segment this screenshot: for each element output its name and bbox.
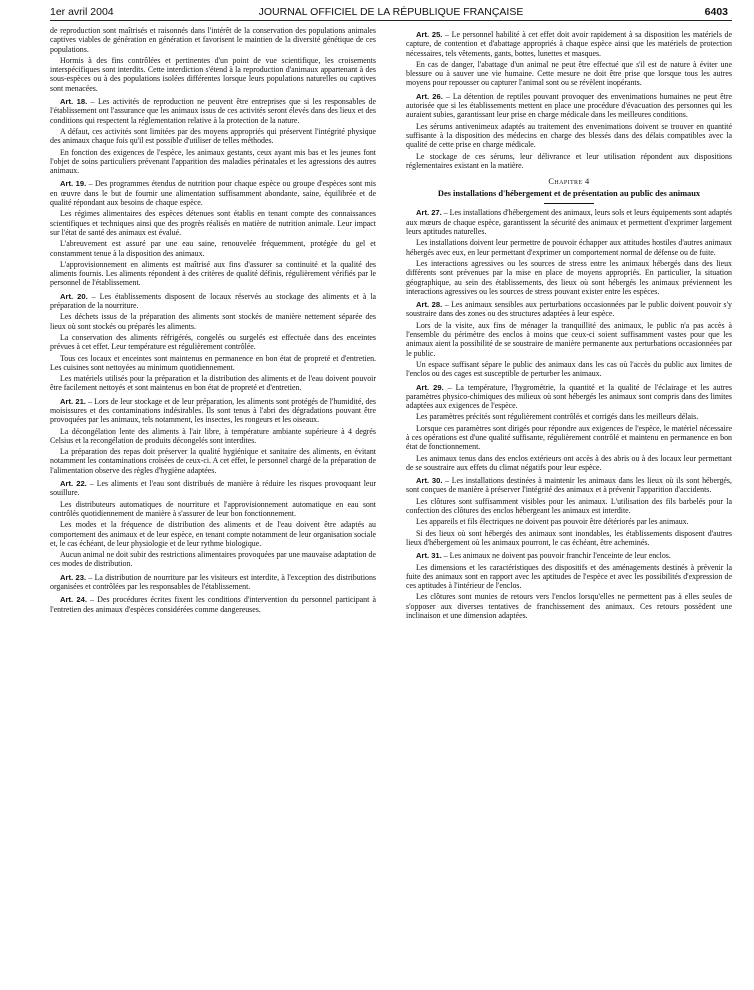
paragraph [50,312,376,331]
article-number: Art. 29. [416,382,444,392]
article-paragraph [50,397,376,425]
paragraph [50,427,376,446]
paragraph-text: Aucun animal ne doit subir des restrictions alimentaires provoquées par une mauvaise adaptation de ces modes de distribution. [50,550,376,569]
article-number: Art. 21. [60,396,86,406]
paragraph-text: Tous ces locaux et enceintes sont maintenus en permanence en bon état de propreté et d'entretien. Les cuisines sont nettoyées au minimum quotidiennement. [50,353,376,372]
paragraph-text: Le stockage de ces sérums, leur délivrance et leur utilisation répondent aux dispositions réglementaires existant en la matière. [406,151,732,170]
paragraph [406,122,732,150]
article-paragraph [406,92,732,120]
paragraph [50,500,376,519]
paragraph-text: de reproduction sont maîtrisés et raisonnés dans l'intérêt de la conservation des populations animales captives viables de génération en génération et favorisent le maintien de la diversité génétique de ces populations. [50,26,376,54]
paragraph-text: – Des procédures écrites fixent les conditions d'intervention du personnel participant à l'entretien des animaux d'espèces considérées comme dangereuses. [50,595,376,614]
paragraph [406,152,732,171]
paragraph [406,497,732,516]
paragraph-text: Un espace suffisant sépare le public des animaux dans les cas où l'accès du public aux limites de l'enclos ou des cages est susceptible de perturber les animaux. [406,359,732,379]
article-paragraph [50,292,376,311]
paragraph [406,563,732,591]
paragraph-text: Les dimensions et les caractéristiques des dispositifs et des aménagements destinés à prévenir la fuite des animaux sont en rapport avec les aptitudes de l'espèce et avec les possibilités d'expression de ces aptitudes à l'intérieur de l'enclos. [406,562,732,591]
paragraph-text: – Lors de leur stockage et de leur préparation, les aliments sont protégés de l'humidité, des moisissures et des contaminations indésirables. Ils sont tenus à l'abri des dégradations pouvant être provoquées par les animaux, tels notamment, les insectes, les rongeurs et les oiseaux. [50,396,376,425]
paragraph-text: La préparation des repas doit préserver la qualité hygiénique et sanitaire des aliments, en évitant notamment les contaminations croisées de ceux-ci. A cet effet, le personnel chargé de la préparation de l'alimentation observe des règles d'hygiène adaptées. [50,447,376,475]
paragraph-text: – Les établissements disposent de locaux réservés au stockage des aliments et à la préparation de la nourriture. [50,291,376,311]
paragraph [406,360,732,379]
article-paragraph [406,551,732,560]
paragraph [50,127,376,146]
paragraph-text: En fonction des exigences de l'espèce, les animaux gestants, ceux ayant mis bas et les jeunes font l'objet de soins particuliers prévenant l'apparition des maladies périnatales et les agressions des autres animaux. [50,147,376,176]
paragraph [50,56,376,93]
article-number: Art. 23. [60,572,87,582]
article-number: Art. 27. [416,208,442,218]
paragraph-text: Les installations doivent leur permettre de pouvoir échapper aux attitudes hostiles d'autres animaux hébergés avec eux, en leur permettant d'exprimer un comportement normal de défense ou de fuite. [406,238,732,257]
page-header [50,4,732,21]
article-paragraph [50,595,376,614]
article-number: Art. 24. [60,595,87,605]
paragraph [50,239,376,258]
paragraph-text: La conservation des aliments réfrigérés, congelés ou surgelés est effectuée dans des enceintes prévues à cet effet. Leur température est régulièrement contrôlée. [50,332,376,352]
paragraph [50,374,376,393]
journal-title: JOURNAL OFFICIEL DE LA RÉPUBLIQUE FRANÇAISE [258,6,524,18]
text-columns [50,26,732,622]
paragraph [406,424,732,452]
paragraph [50,260,376,288]
article-number: Art. 20. [60,291,88,301]
paragraph [406,517,732,526]
article-number: Art. 30. [416,476,443,486]
paragraph-text: L'approvisionnement en aliments est maîtrisé aux fins d'assurer sa continuité et la qualité des aliments fournis. Les aliments répondent à des critères de qualité définis, régulièrement vérifiés par le personnel de l'établissement. [50,259,376,288]
paragraph [406,321,732,358]
paragraph-text: – Les installations destinées à maintenir les animaux dans les lieux où ils sont hébergés, sont conçues de manière à préserver l'intégrité des animaux et à prévenir l'apparition d'accidents. [406,476,732,495]
paragraph-text: Les clôtures sont munies de retours vers l'enclos lorsqu'elles ne permettent pas à elles seules de s'opposer aux diverses tentatives de franchissement des animaux. Ces retours possèdent une inclinaison et une dimension adaptées. [406,592,732,621]
right-column [406,26,732,622]
paragraph [406,592,732,620]
article-paragraph [50,573,376,592]
paragraph [406,454,732,473]
paragraph-text: En cas de danger, l'abattage d'un animal ne peut être effectué que s'il est de nature à éviter une blessure ou à sauver une vie humaine. Cette mesure ne doit être prise que lorsque tous les autres moyens pour repousser ou capturer l'animal sont ou se révèlent inopérants. [406,59,732,88]
paragraph-text: L'abreuvement est assuré par une eau saine, renouvelée fréquemment, protégée du gel et constamment tenue à la disposition des animaux. [50,239,376,258]
paragraph [406,529,732,548]
paragraph-text: – Les animaux sensibles aux perturbations occasionnées par le public doivent pouvoir s'y soustraire dans des zones ou des structures adaptées à leur espèce. [406,300,732,319]
paragraph-text: Les appareils et fils électriques ne doivent pas pouvoir être détériorés par les animaux. [416,517,689,527]
paragraph-text: Les modes et la fréquence de distribution des aliments et de l'eau doivent être adaptés au comportement des animaux et de leur espèce, en tenant compte notamment de leur organisation sociale et, le cas échéant, de leur physiologie et de leur rythme biologique. [50,520,376,548]
paragraph-text: Si des lieux où sont hébergés des animaux sont inondables, les établissements disposent d'autres lieux d'hébergement où les animaux pourront, le cas échéant, être acheminés. [406,528,732,547]
article-number: Art. 22. [60,479,87,489]
paragraph [50,333,376,352]
paragraph [406,259,732,296]
paragraph-text: – La température, l'hygrométrie, la quantité et la qualité de l'éclairage et les autres paramètres physico-chimiques des milieux où sont hébergés les animaux sont compris dans des limites adaptées aux exigences de l'espèce. [406,382,733,411]
paragraph [50,520,376,548]
paragraph-text: Les régimes alimentaires des espèces détenues sont établis en tenant compte des connaissances scientifiques et techniques ainsi que des progrès réalisés en matière de nutrition animale. Leur impact sur l'état de santé des animaux est évalué. [50,209,376,237]
paragraph-text: – Le personnel habilité à cet effet doit avoir rapidement à sa disposition les matériels de capture, de contention et d'abattage appropriés à chaque espèce ainsi que les matériels de protection nécessaires, tels vêtements, gants, bottes, lunettes et masques. [406,30,732,58]
paragraph-text: Les déchets issus de la préparation des aliments sont stockés de manière nettement séparée des lieux où sont stockés ou préparés les aliments. [50,312,376,331]
chapter-title: Des installations d'hébergement et de présentation au public des animaux [437,189,701,199]
paragraph [406,238,732,257]
article-paragraph [406,300,732,319]
paragraph-text: Les animaux tenus dans des enclos extérieurs ont accès à des abris ou à des locaux leur permettant de se soustraire aux effets du climat négatifs pour leur espèce. [406,453,732,472]
article-paragraph [406,208,732,236]
article-paragraph [406,476,732,495]
paragraph-text: Lorsque ces paramètres sont dirigés pour répondre aux exigences de l'espèce, le matériel nécessaire à ces opérations est d'une qualité suffisante, régulièrement contrôlé et maintenu en permanence en bon état de fonctionnement. [406,423,732,452]
paragraph [50,447,376,475]
article-number: Art. 19. [60,179,87,189]
article-number: Art. 28. [416,300,443,310]
article-number: Art. 31. [416,551,442,561]
chapter-heading: Chapitre 4 [548,177,590,187]
article-paragraph [50,97,376,125]
paragraph-text: – La distribution de nourriture par les visiteurs est interdite, à l'exception des distributions organisées et contrôlées par les responsables de l'établissement. [50,572,376,592]
paragraph-text: – Des programmes étendus de nutrition pour chaque espèce ou groupe d'espèces sont mis en œuvre dans le but de fournir une alimentation suffisamment abondante, saine, équilibrée et de qualité répondant aux besoins de chaque espèce. [50,179,376,208]
chapter-rule [544,203,594,204]
paragraph [50,26,376,54]
paragraph-text: Les clôtures sont suffisamment visibles pour les animaux. L'utilisation des fils barbelés pour la confection des clôtures des enclos hébergeant les animaux est interdite. [406,496,732,516]
article-paragraph [50,479,376,498]
paragraph-text: Les sérums antivenimeux adaptés au traitement des envenimations doivent se trouver en quantité suffisante à la disposition des médecins en charge des blessés dans des délais compatibles avec la qualité de cette prise en charge médicale. [406,121,732,150]
paragraph-text: – Les animaux ne doivent pas pouvoir franchir l'enceinte de leur enclos. [443,551,671,561]
paragraph-text: Hormis à des fins contrôlées et pertinentes d'un point de vue scientifique, les croisements interspécifiques sont interdits. Cette interdiction s'étend à la reproduction d'animaux appartenant à des sous-espèces ou à des populations isolées différentes lorsque leurs populations naturelles ou captives sont menacées. [50,55,376,93]
article-number: Art. 26. [416,91,443,101]
paragraph-text: – Les installations d'hébergement des animaux, leurs sols et leurs équipements sont adaptés aux mœurs de chaque espèce, garantissent la sécurité des animaux et permettent d'exprimer largement leurs aptitudes naturelles. [406,208,732,237]
left-column [50,26,376,622]
paragraph [50,550,376,569]
article-paragraph [406,383,732,411]
paragraph [406,412,732,421]
paragraph [50,354,376,373]
article-paragraph [406,30,732,58]
page-number: 6403 [704,6,728,18]
paragraph-text: – Les activités de reproduction ne peuvent être entreprises que si les responsables de l'établissement ont l'assurance que les animaux issus de ces activités seront élevés dans des lieux et des conditions qui respectent la réglementation relative à la protection de la nature. [50,97,376,125]
paragraph-text: Les interactions agressives ou les sources de stress entre les animaux hébergés dans des lieux différents sont prévenues par la mise en place de moyens appropriés. En particulier, la situation géographique, au sein des établissements, des lieux où sont hébergés les animaux préviennent les interactions agressives ou les sources de stress pouvant exister entre les espèces. [406,258,732,296]
article-number: Art. 25. [416,30,443,39]
paragraph-text: La décongélation lente des aliments à l'air libre, à température ambiante supérieure à 4 degrés Celsius et la recongélation de produits décongelés sont interdites. [50,426,376,445]
paragraph [50,209,376,237]
paragraph-text: Lors de la visite, aux fins de ménager la tranquillité des animaux, le public n'a pas accès à l'ensemble du périmètre des enclos à moins que ceux-ci soient suffisamment vastes pour que les animaux aient la possibilité de se soustraire de manière permanente aux perturbations occasionnées par le public. [406,320,732,358]
paragraph-text: A défaut, ces activités sont limitées par des moyens appropriés qui préservent l'intégrité physique des animaux chaque fois qu'il est possible d'utiliser de telles méthodes. [50,126,376,146]
paragraph-text: Les paramètres précités sont régulièrement contrôlés et corrigés dans les meilleurs délais. [416,412,699,422]
article-number: Art. 18. [60,97,88,107]
paragraph [406,60,732,88]
paragraph-text: Les distributeurs automatiques de nourriture et l'approvisionnement automatique en eau sont contrôlés quotidiennement de manière à s'assurer de leur bon fonctionnement. [50,499,376,518]
header-date: 1er avril 2004 [50,6,114,18]
paragraph-text: Les matériels utilisés pour la préparation et la distribution des aliments et de l'eau doivent pouvoir être facilement nettoyés et sont maintenus en bon état de propreté et d'entretien. [50,374,376,393]
paragraph-text: – Les aliments et l'eau sont distribués de manière à réduire les risques provoquant leur souillure. [50,479,376,498]
article-paragraph [50,179,376,207]
paragraph [50,148,376,176]
paragraph-text: – La détention de reptiles pouvant provoquer des envenimations humaines ne peut être autorisée que si les établissements mettent en place une procédure d'évacuation des personnes qui les auraient subies, garantissant leur prise en charge médicale dans les meilleures conditions. [406,91,732,120]
